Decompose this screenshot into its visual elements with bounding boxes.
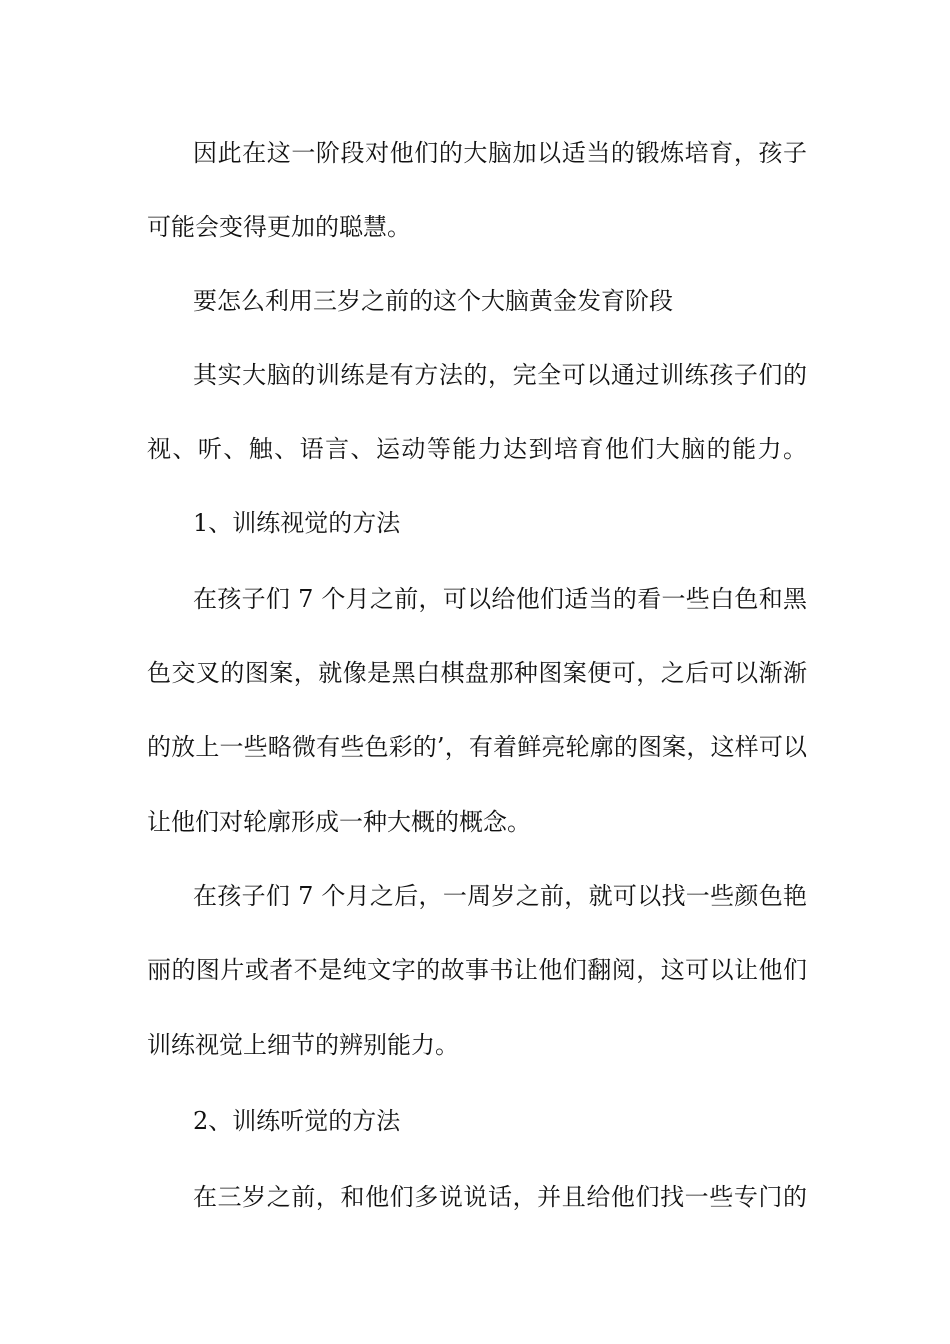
section-intro-line: 要怎么利用三岁之前的这个大脑黄金发育阶段	[193, 287, 673, 315]
paragraph-line: 因此在这一阶段对他们的大脑加以适当的锻炼培育，孩子	[193, 139, 807, 167]
paragraph-line: 在孩子们 7 个月之前，可以给他们适当的看一些白色和黑	[193, 585, 807, 613]
paragraph-line: 可能会变得更加的聪慧。	[147, 213, 411, 241]
paragraph-line: 的放上一些略微有些色彩的’，有着鲜亮轮廓的图案，这样可以	[147, 733, 807, 761]
paragraph-line: 在三岁之前，和他们多说说话，并且给他们找一些专门的	[193, 1183, 807, 1211]
paragraph-line: 其实大脑的训练是有方法的，完全可以通过训练孩子们的	[193, 361, 807, 389]
paragraph-line: 色交叉的图案，就像是黑白棋盘那种图案便可，之后可以渐渐	[147, 659, 807, 687]
section-heading-hearing: 2、训练听觉的方法	[193, 1107, 401, 1135]
paragraph-line: 视、听、触、语言、运动等能力达到培育他们大脑的能力。	[147, 435, 807, 463]
paragraph-line: 丽的图片或者不是纯文字的故事书让他们翻阅，这可以让他们	[147, 956, 807, 984]
section-heading-visual: 1、训练视觉的方法	[193, 509, 401, 537]
paragraph-line: 训练视觉上细节的辨别能力。	[147, 1031, 459, 1059]
paragraph-line: 在孩子们 7 个月之后，一周岁之前，就可以找一些颜色艳	[193, 882, 807, 910]
paragraph-line: 让他们对轮廓形成一种大概的概念。	[147, 808, 531, 836]
